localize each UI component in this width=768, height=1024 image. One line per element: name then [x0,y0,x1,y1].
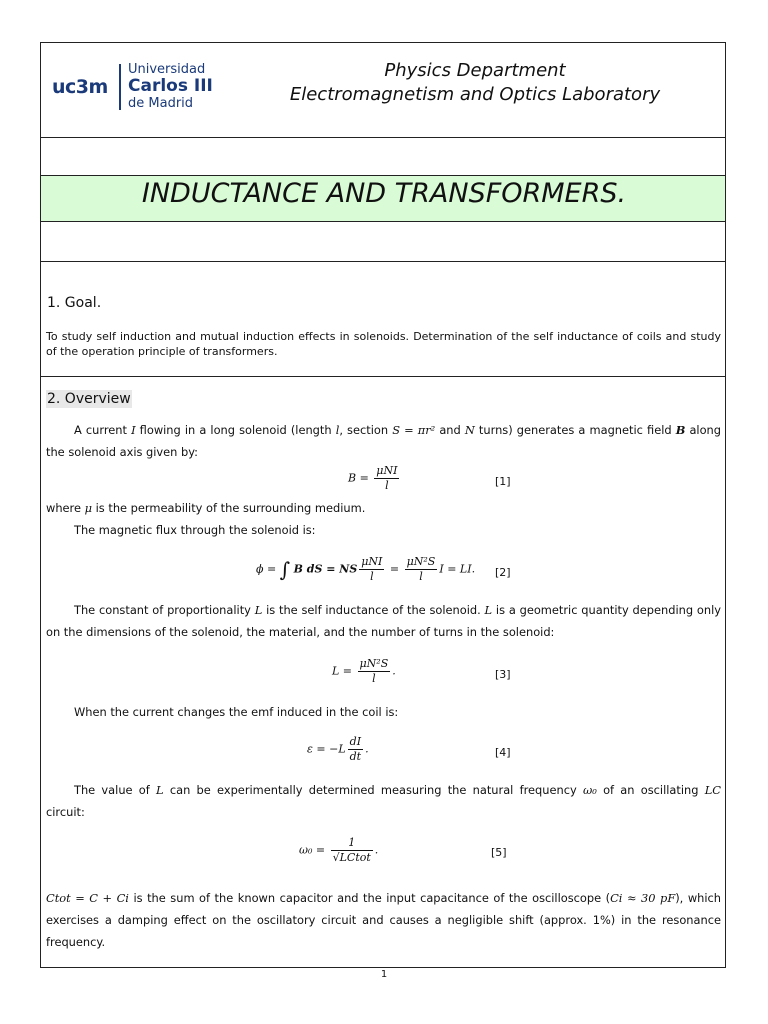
equation-1-label: [1] [495,475,511,488]
section-heading-goal: 1. Goal. [47,295,102,311]
equation-5: ω₀ = $\frac{1}{\text{√LCtot}}$ . [299,836,379,864]
equation-2-label: [2] [495,566,511,579]
section-heading-overview: 2. Overview [47,391,131,407]
divider [40,376,726,377]
overview-paragraph-2: where μ is the permeability of the surrounding medium. [46,501,366,515]
overview-paragraph-4: The constant of proportionality L is the self inductance of the solenoid. L is a geometric quantity depending only on the dimensions of the solenoid, the material, and the number of turns in the solenoid: [46,603,721,639]
logo-line-3: de Madrid [128,96,194,111]
overview-paragraph-6: The value of L can be experimentally determined measuring the natural frequency ω₀ of an oscillating LC circuit: [46,783,721,819]
document-title: INDUCTANCE AND TRANSFORMERS. [141,178,627,209]
logo-short: uc3m [52,76,108,98]
overview-paragraph-7: Ctot = C + Ci is the sum of the known capacitor and the input capacitance of the oscilloscope (Ci ≈ 30 pF), which exercises a damping effect on the oscillatory circuit and causes a negligible shift (approx. 1%) in the resonance frequency. [46,891,721,949]
overview-paragraph-3: The magnetic flux through the solenoid is: [74,523,316,537]
overview-paragraph-5: When the current changes the emf induced in the coil is: [74,705,399,719]
equation-2: ϕ = ∫ B dS = NS $\frac{\text{μNI}}{l}$ = $\frac{\text{μN²S}}{l}$ I = LI. [256,555,476,583]
equation-4-label: [4] [495,746,511,759]
overview-paragraph-1: A current I flowing in a long solenoid (length l, section S = πr² and N turns) generates a magnetic field B along the solenoid axis given by: [46,423,722,459]
logo-divider [119,64,121,110]
equation-3: L = $\frac{\text{μN²S}}{l}$ . [332,657,396,685]
laboratory-name: Electromagnetism and Optics Laboratory [289,84,661,105]
logo-line-2: Carlos III [128,76,213,96]
equation-3-label: [3] [495,668,511,681]
logo-line-1: Universidad [128,62,206,77]
equation-1: B = $\frac{\text{μNI}}{l}$ [348,464,398,492]
divider [40,137,726,138]
divider [40,261,726,262]
page-number: 1 [380,969,388,980]
equation-5-label: [5] [491,846,507,859]
department-name: Physics Department [384,60,566,81]
university-logo [52,60,222,116]
goal-text: To study self induction and mutual induction effects in solenoids. Determination of the self inductance of coils and study of the operation principle of transformers. [46,330,721,358]
equation-4: ε = −L $\frac{dI}{dt}$ . [307,735,369,763]
